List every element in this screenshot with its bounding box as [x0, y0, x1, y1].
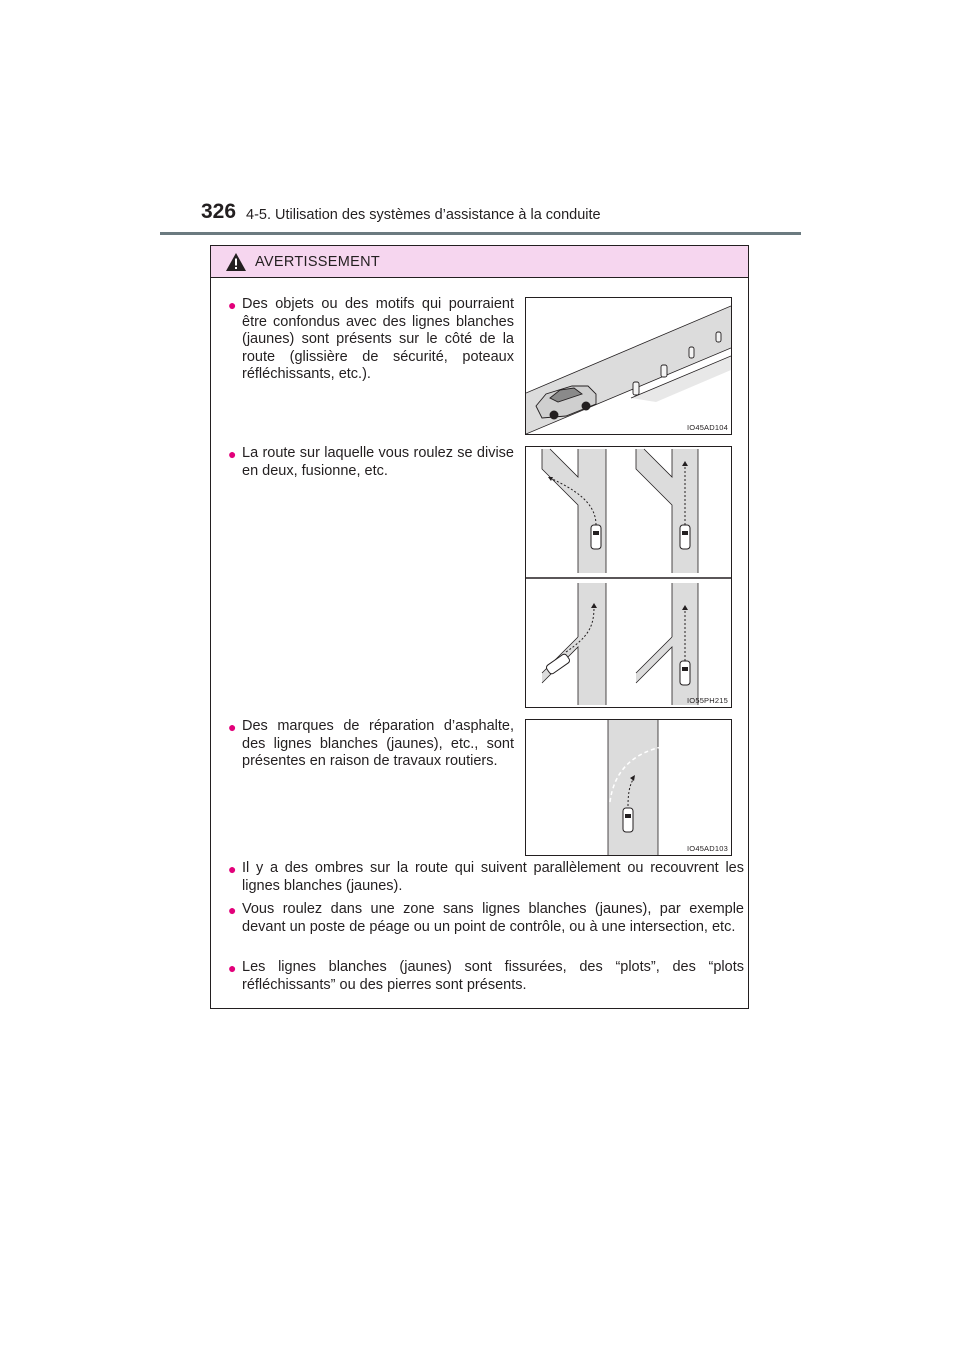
- warning-title: AVERTISSEMENT: [255, 254, 381, 270]
- figure-code: IO45AD103: [687, 844, 728, 853]
- figure-road-repair: [525, 719, 732, 856]
- list-item-text: Les lignes blanches (jaunes) sont fissurées, des “plots”, des “plots réfléchissants” ou des pierres sont présents.: [242, 959, 744, 993]
- list-item-text: Des marques de réparation d’asphalte, des lignes blanches (jaunes), etc., sont présentes en raison de travaux routiers.: [242, 718, 514, 769]
- figure-code: IO55PH215: [687, 696, 728, 705]
- figure-guardrail: [525, 297, 732, 435]
- figure-code: IO45AD104: [687, 423, 728, 432]
- road-repair-illustration: [526, 720, 731, 855]
- list-item: [228, 718, 514, 771]
- warning-header: [211, 246, 748, 278]
- header-rule: [160, 232, 801, 235]
- list-item: [228, 901, 744, 936]
- road-split-illustration: [526, 447, 731, 707]
- page-number: 326: [201, 200, 237, 223]
- bullet-icon: ●: [228, 719, 237, 735]
- list-item: [228, 959, 744, 994]
- figure-road-split: [525, 446, 732, 708]
- bullet-icon: ●: [228, 446, 237, 462]
- list-item: [228, 296, 514, 384]
- bullet-icon: ●: [228, 297, 237, 313]
- list-item-text: Il y a des ombres sur la route qui suivent parallèlement ou recouvrent les lignes blanches (jaunes).: [242, 860, 744, 894]
- bullet-icon: ●: [228, 960, 237, 976]
- list-item-text: Des objets ou des motifs qui pourraient être confondus avec des lignes blanches (jaunes) sont présents sur le côté de la route (glissière de sécurité, poteaux réfléchissants, etc.).: [242, 296, 514, 382]
- bullet-icon: ●: [228, 902, 237, 918]
- section-title: 4-5. Utilisation des systèmes d’assistance à la conduite: [246, 207, 601, 223]
- bullet-icon: ●: [228, 861, 237, 877]
- list-item: [228, 445, 514, 480]
- list-item: [228, 860, 744, 895]
- list-item-text: La route sur laquelle vous roulez se divise en deux, fusionne, etc.: [242, 445, 514, 479]
- warning-icon: [225, 252, 247, 272]
- list-item-text: Vous roulez dans une zone sans lignes blanches (jaunes), par exemple devant un poste de péage ou un point de contrôle, ou à une intersection, etc.: [242, 901, 744, 935]
- guardrail-illustration: [526, 298, 731, 434]
